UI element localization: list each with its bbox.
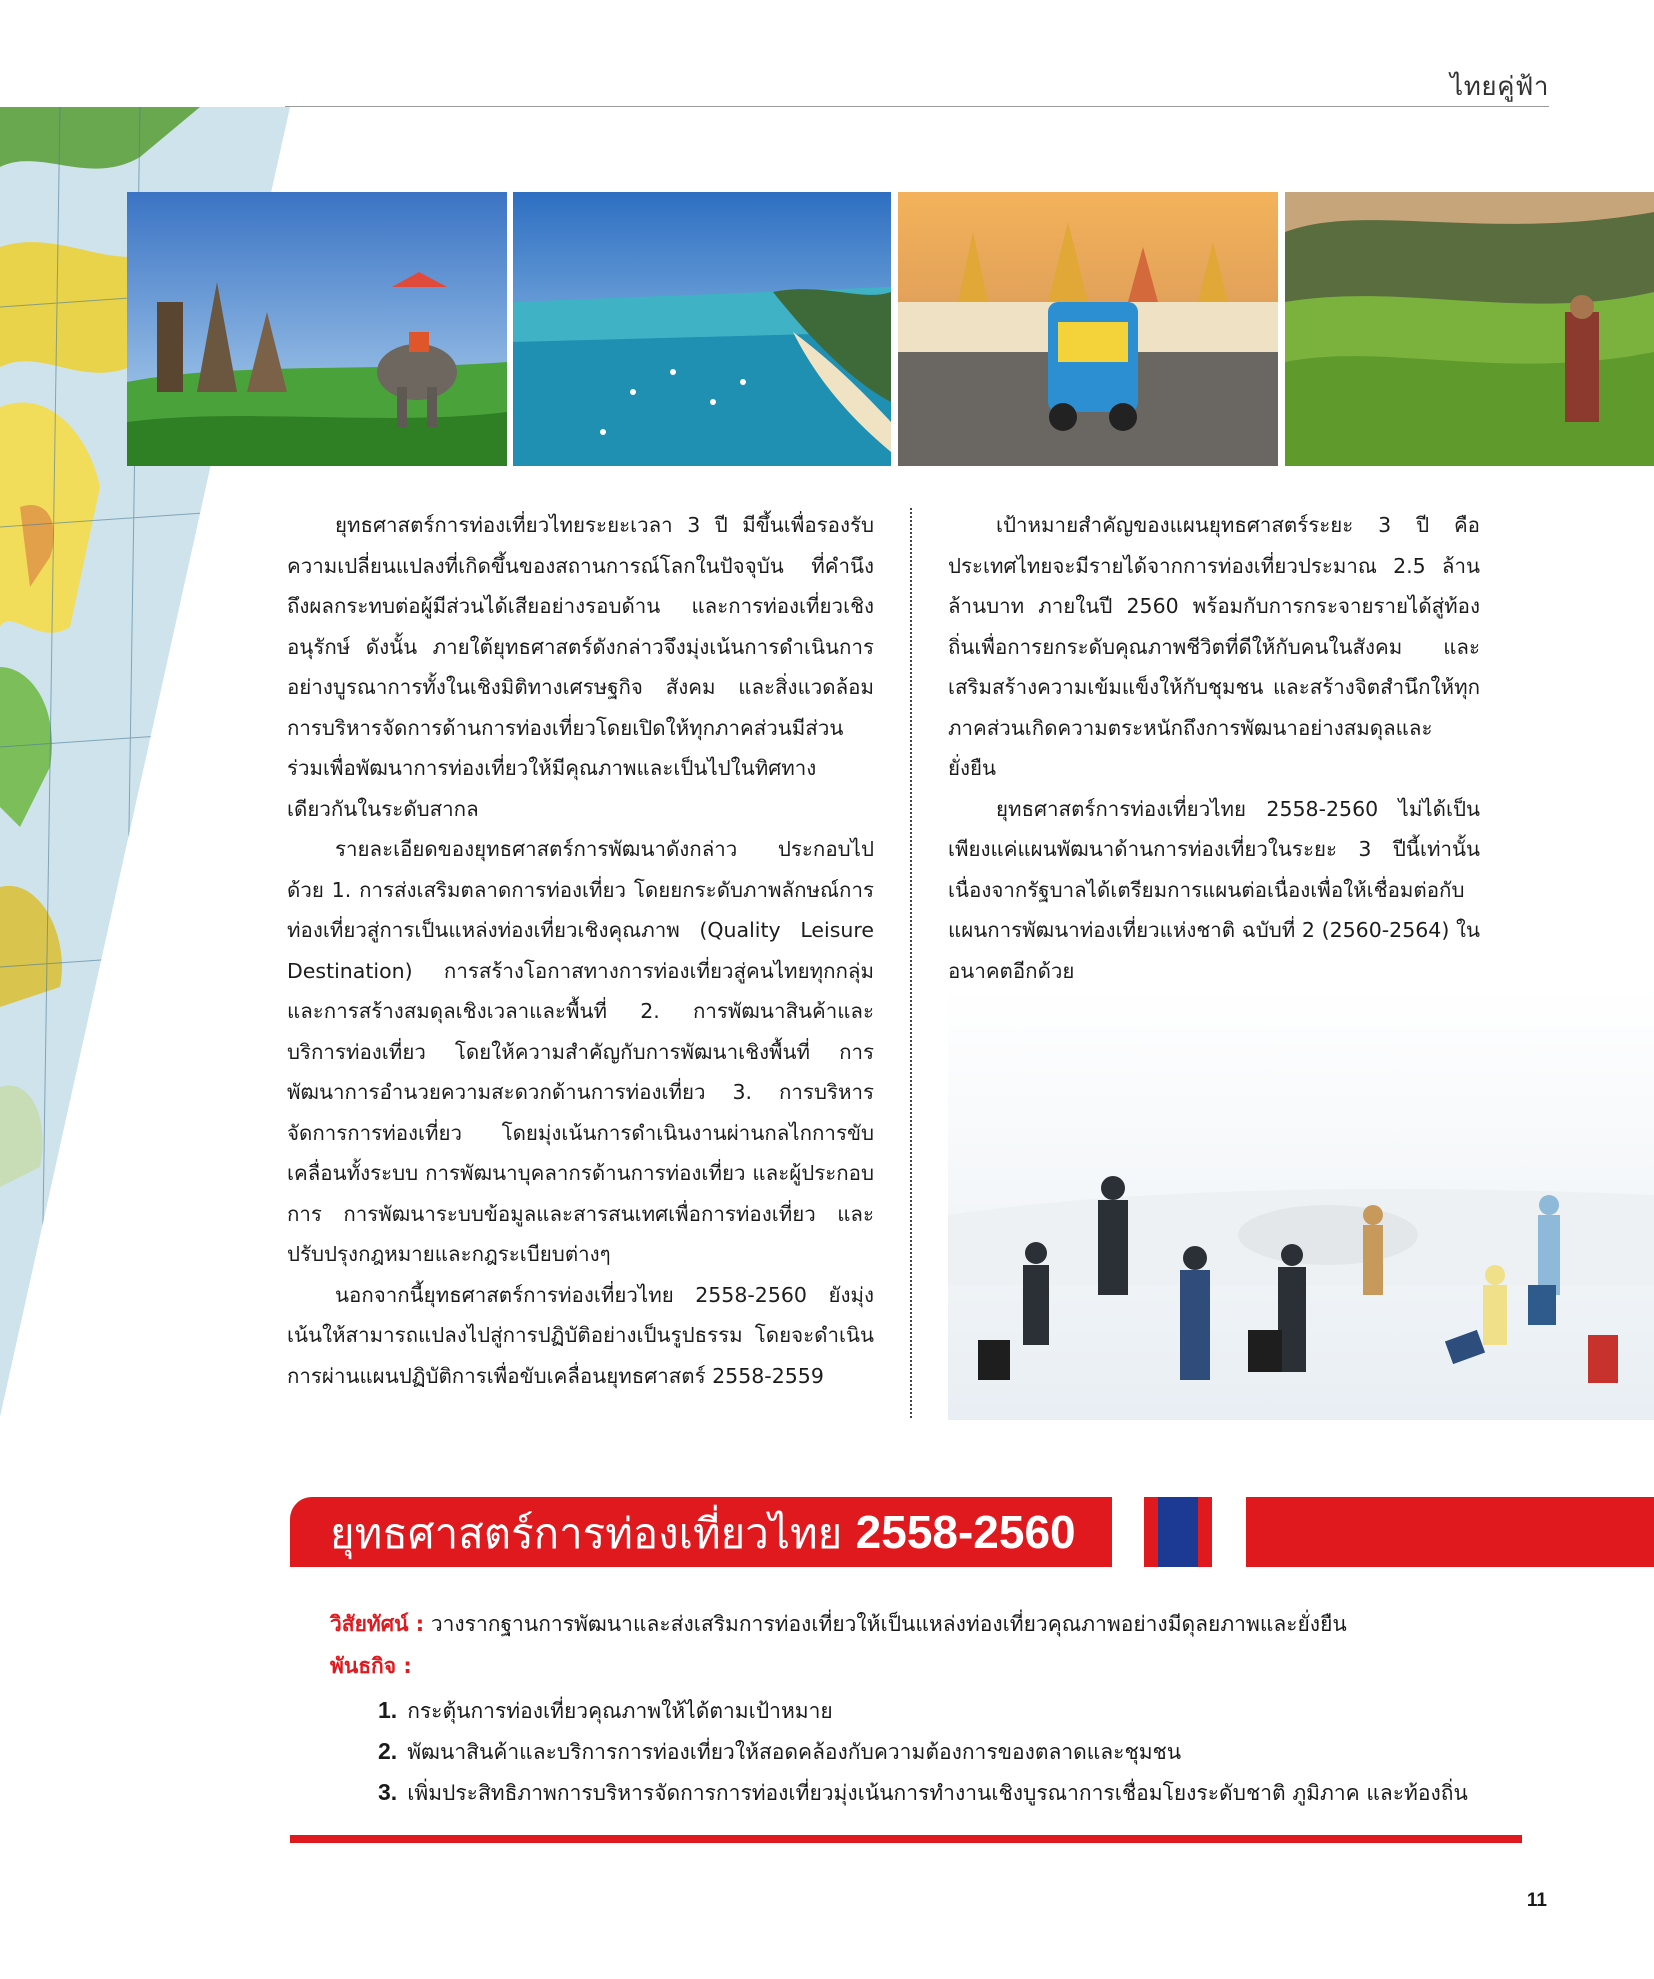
list-item bbox=[378, 1772, 1468, 1813]
list-item bbox=[378, 1690, 1468, 1731]
flag-stripe-blue bbox=[1158, 1497, 1198, 1567]
list-text: เพิ่มประสิทธิภาพการบริหารจัดการการท่องเที่ยวมุ่งเน้นการทำงานเชิงบูรณาการเชื่อมโยงระดับชาติ ภูมิภาค และท้องถิ่น bbox=[407, 1781, 1468, 1805]
paragraph: เป้าหมายสำคัญของแผนยุทธศาสตร์ระยะ 3 ปี คือประเทศไทยจะมีรายได้จากการท่องเที่ยวประมาณ 2.5 ล้านล้านบาท ภายในปี 2560 พร้อมกับการกระจายรายได้สู่ท้องถิ่นเพื่อการยกระดับคุณภาพชีวิตที่ดีให้กับคนในสังคม และเสริมสร้างความเข้มแข็งให้กับชุมชน และสร้างจิตสำนึกให้ทุกภาคส่วนเกิดความตระหนักถึงการพัฒนาอย่างสมดุลและยั่งยืน bbox=[948, 513, 1480, 780]
list-number: 3. bbox=[378, 1779, 398, 1805]
vision-text: วางรากฐานการพัฒนาและส่งเสริมการท่องเที่ยวให้เป็นแหล่งท่องเที่ยวคุณภาพอย่างมีดุลยภาพและยั่งยืน bbox=[430, 1612, 1347, 1636]
banner-title-years: 2558-2560 bbox=[855, 1506, 1076, 1558]
mission-list bbox=[378, 1690, 1468, 1813]
hill-tribe-rice-terraces-photo bbox=[1285, 192, 1654, 466]
column-divider bbox=[910, 508, 912, 1418]
banner-title-text: ยุทธศาสตร์การท่องเที่ยวไทย bbox=[330, 1509, 843, 1558]
bottom-rule bbox=[290, 1835, 1522, 1843]
paragraph: นอกจากนี้ยุทธศาสตร์การท่องเที่ยวไทย 2558-2560 ยังมุ่งเน้นให้สามารถแปลงไปสู่การปฏิบัติอย่างเป็นรูปธรรม โดยจะดำเนินการผ่านแผนปฏิบัติการเพื่อขับเคลื่อนยุทธศาสตร์ 2558-2559 bbox=[287, 1282, 874, 1388]
flag-stripe-white bbox=[1212, 1497, 1246, 1567]
list-item bbox=[378, 1731, 1468, 1772]
flag-stripe-red bbox=[1246, 1497, 1654, 1567]
travelers-airport-illustration bbox=[948, 985, 1654, 1420]
flag-stripe-red bbox=[1144, 1497, 1158, 1567]
vision-label: วิสัยทัศน์ : bbox=[330, 1612, 425, 1636]
flag-stripe-red bbox=[1198, 1497, 1212, 1567]
paragraph: ยุทธศาสตร์การท่องเที่ยวไทยระยะเวลา 3 ปี มีขึ้นเพื่อรองรับความเปลี่ยนแปลงที่เกิดขึ้นของสถานการณ์โลกในปัจจุบัน ที่คำนึงถึงผลกระทบต่อผู้มีส่วนได้เสียอย่างรอบด้าน และการท่องเที่ยวเชิงอนุรักษ์ ดังนั้น ภายใต้ยุทธศาสตร์ดังกล่าวจึงมุ่งเน้นการดำเนินการอย่างบูรณาการทั้งในเชิงมิติทางเศรษฐกิจ สังคม และสิ่งแวดล้อม การบริหารจัดการด้านการท่องเที่ยวโดยเปิดให้ทุกภาคส่วนมีส่วนร่วมเพื่อพัฒนาการท่องเที่ยวให้มีคุณภาพและเป็นไปในทิศทางเดียวกันในระดับสากล bbox=[287, 513, 874, 821]
mission-label: พันธกิจ : bbox=[330, 1654, 412, 1678]
flag-stripe-white bbox=[1112, 1497, 1144, 1567]
banner-title bbox=[330, 1503, 1076, 1561]
ayutthaya-elephant-photo bbox=[127, 192, 507, 466]
list-number: 2. bbox=[378, 1738, 398, 1764]
paragraph: รายละเอียดของยุทธศาสตร์การพัฒนาดังกล่าว ประกอบไปด้วย 1. การส่งเสริมตลาดการท่องเที่ยว โดยยกระดับภาพลักษณ์การท่องเที่ยวสู่การเป็นแหล่งท่องเที่ยวเชิงคุณภาพ (Quality Leisure Destination) การสร้างโอกาสทางการท่องเที่ยวสู่คนไทยทุกกลุ่ม และการสร้างสมดุลเชิงเวลาและพื้นที่ 2. การพัฒนาสินค้าและบริการท่องเที่ยว โดยให้ความสำคัญกับการพัฒนาเชิงพื้นที่ การพัฒนาการอำนวยความสะดวกด้านการท่องเที่ยว 3. การบริหารจัดการการท่องเที่ยว โดยมุ่งเน้นการดำเนินงานผ่านกลไกการขับเคลื่อนทั้งระบบ การพัฒนาบุคลากรด้านการท่องเที่ยว และผู้ประกอบการ การพัฒนาระบบข้อมูลและสารสนเทศเพื่อการท่องเที่ยว และปรับปรุงกฎหมายและกฎระเบียบต่างๆ bbox=[287, 837, 874, 1266]
page-number: 11 bbox=[1526, 1890, 1547, 1911]
grand-palace-tuktuk-photo bbox=[898, 192, 1278, 466]
list-number: 1. bbox=[378, 1697, 398, 1723]
list-text: กระตุ้นการท่องเที่ยวคุณภาพให้ได้ตามเป้าหมาย bbox=[407, 1699, 833, 1723]
page-header-title: ไทยคู่ฟ้า bbox=[1450, 72, 1549, 102]
list-text: พัฒนาสินค้าและบริการการท่องเที่ยวให้สอดคล้องกับความต้องการของตลาดและชุมชน bbox=[407, 1740, 1182, 1764]
left-text-column bbox=[287, 505, 874, 1396]
header-rule bbox=[285, 106, 1549, 107]
island-beach-photo bbox=[513, 192, 891, 466]
paragraph: ยุทธศาสตร์การท่องเที่ยวไทย 2558-2560 ไม่ได้เป็นเพียงแค่แผนพัฒนาด้านการท่องเที่ยวในระยะ 3 ปีนี้เท่านั้น เนื่องจากรัฐบาลได้เตรียมการแผนต่อเนื่องเพื่อให้เชื่อมต่อกับแผนการพัฒนาท่องเที่ยวแห่งชาติ ฉบับที่ 2 (2560-2564) ในอนาคตอีกด้วย bbox=[948, 796, 1480, 983]
right-text-column bbox=[948, 505, 1480, 991]
vision-line bbox=[330, 1608, 1347, 1641]
